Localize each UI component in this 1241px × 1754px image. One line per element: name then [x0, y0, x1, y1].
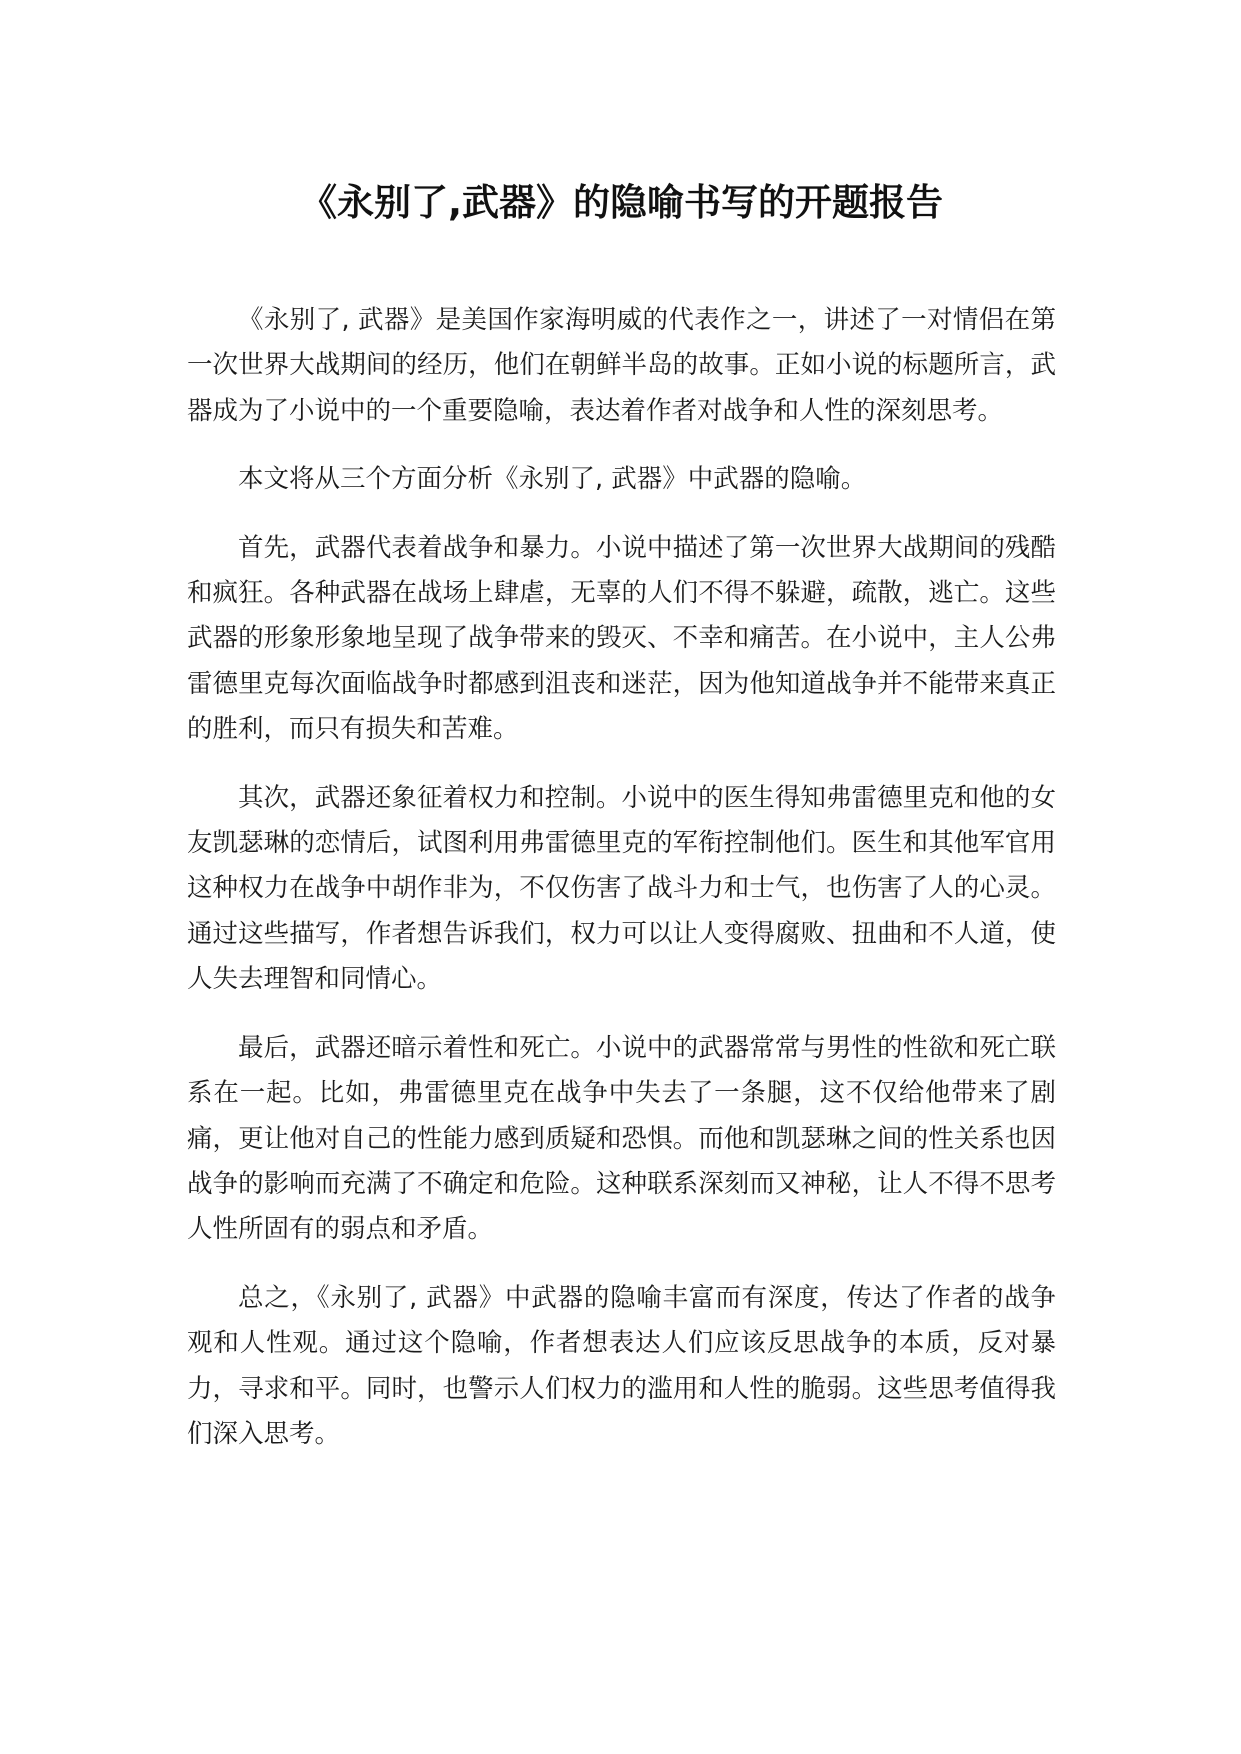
- document-title: 《永别了,武器》的隐喻书写的开题报告: [299, 181, 944, 224]
- paragraph-sex-death: 最后，武器还暗示着性和死亡。小说中的武器常常与男性的性欲和死亡联系在一起。比如，弗雷德里克在战争中失去了一条腿，这不仅给他带来了剧痛，更让他对自己的性能力感到质疑和恐惧。而他和凯瑟琳之间的性关系也因战争的影响而充满了不确定和危险。这种联系深刻而又神秘，让人不得不思考人性所固有的弱点和矛盾。: [187, 1032, 1056, 1245]
- document-body: [187, 298, 1056, 1457]
- paragraph-power-control: 其次，武器还象征着权力和控制。小说中的医生得知弗雷德里克和他的女友凯瑟琳的恋情后，试图利用弗雷德里克的军衔控制他们。医生和其他军官用这种权力在战争中胡作非为，不仅伤害了战斗力和士气，也伤害了人的心灵。通过这些描写，作者想告诉我们，权力可以让人变得腐败、扭曲和不人道，使人失去理智和同情心。: [187, 782, 1056, 995]
- paragraph-conclusion: 总之，《永别了, 武器》中武器的隐喻丰富而有深度，传达了作者的战争观和人性观。通过这个隐喻，作者想表达人们应该反思战争的本质，反对暴力，寻求和平。同时，也警示人们权力的滥用和人性的脆弱。这些思考值得我们深入思考。: [187, 1282, 1056, 1449]
- paragraph-war-violence: 首先，武器代表着战争和暴力。小说中描述了第一次世界大战期间的残酷和疯狂。各种武器在战场上肆虐，无辜的人们不得不躲避，疏散，逃亡。这些武器的形象形象地呈现了战争带来的毁灭、不幸和痛苦。在小说中，主人公弗雷德里克每次面临战争时都感到沮丧和迷茫，因为他知道战争并不能带来真正的胜利，而只有损失和苦难。: [187, 532, 1056, 745]
- paragraph-intro: 《永别了, 武器》是美国作家海明威的代表作之一，讲述了一对情侣在第一次世界大战期间的经历，他们在朝鲜半岛的故事。正如小说的标题所言，武器成为了小说中的一个重要隐喻，表达着作者对战争和人性的深刻思考。: [187, 305, 1056, 426]
- paragraph-overview: 本文将从三个方面分析《永别了, 武器》中武器的隐喻。: [238, 464, 867, 495]
